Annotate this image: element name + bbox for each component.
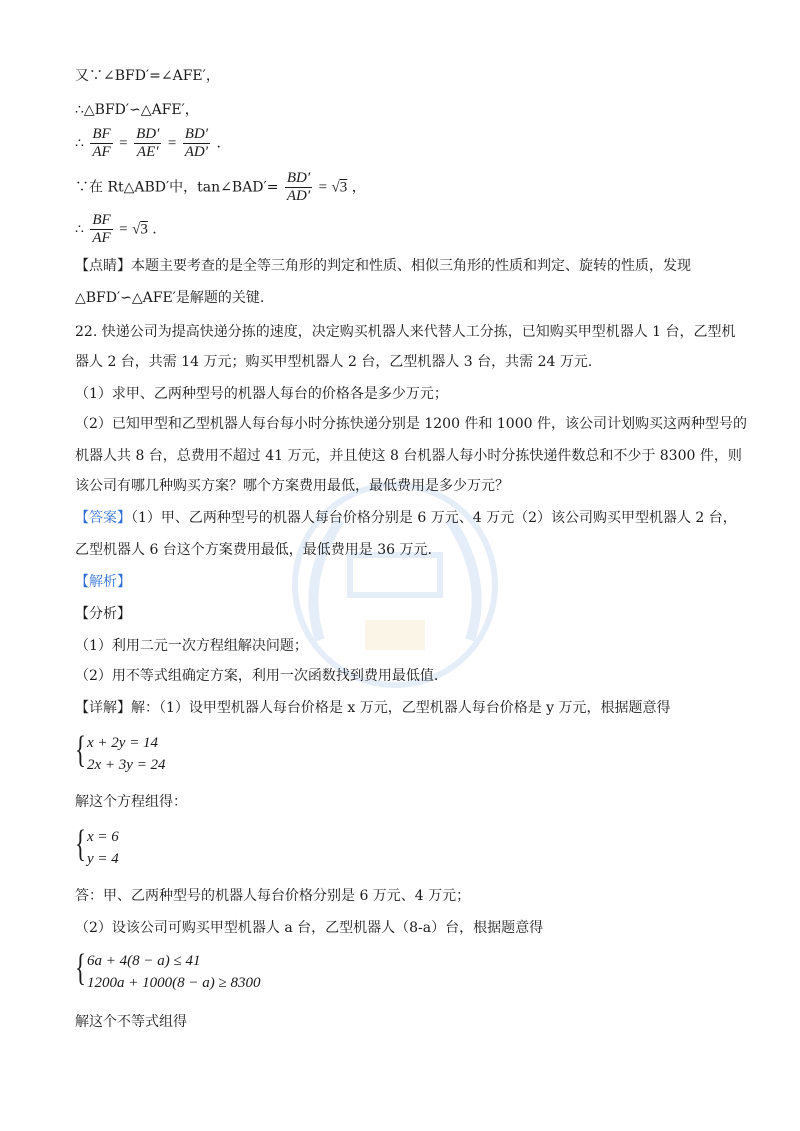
- answer-tag: 【答案】: [75, 510, 131, 526]
- equals-sign: =: [119, 135, 128, 152]
- analysis-heading: 【解析】: [75, 574, 131, 590]
- fraction-bf-af: $\frac{BF}{AF}$: [92, 126, 111, 160]
- therefore-sign: ∴: [75, 135, 84, 152]
- question-line-2: 器人 2 台，共需 14 万元；购买甲型机器人 2 台，乙型机器人 3 台，共需 24 万元.: [75, 354, 593, 370]
- line-3-ratio: ∴ $\frac{BF}{AF}$ = $\frac{BD'}{AE'}$ = $\frac{BD'}{AD'}$ .: [75, 126, 221, 160]
- part-2-setup: （2）设该公司可购买甲型机器人 a 台，乙型机器人（8-a）台，根据题意得: [75, 920, 544, 936]
- equals-sign: =: [167, 135, 177, 152]
- solve-line-2: 解这个不等式组得: [75, 1014, 187, 1030]
- detail-line: 【详解】解：（1）设甲型机器人每台价格是 x 万元，乙型机器人每台价格是 y 万元，根据题意得: [75, 700, 671, 716]
- left-brace-icon: {: [75, 823, 86, 865]
- fraction-bd-ad: $\frac{BD'}{AD'}$: [184, 126, 209, 160]
- inequality-row: 6a + 4(8 − a) ≤ 41: [87, 953, 201, 969]
- line-2: ∴△BFD′∽△AFE′，: [75, 102, 199, 118]
- left-brace-icon: {: [75, 729, 86, 771]
- comment-line-2: △BFD′∽△AFE′是解题的关键.: [75, 290, 265, 306]
- analysis-line-2: （2）用不等式组确定方案，利用一次函数找到费用最低值.: [75, 668, 439, 684]
- inequality-row: 1200a + 1000(8 − a) ≥ 8300: [87, 975, 261, 991]
- answer-statement: 答：甲、乙两种型号的机器人每台价格分别是 6 万元、4 万元；: [75, 888, 471, 904]
- equation-row: x = 6: [87, 829, 119, 845]
- analysis-sub-heading: 【分析】: [75, 606, 131, 622]
- answer-line-2: 乙型机器人 6 台这个方案费用最低，最低费用是 36 万元.: [75, 542, 432, 558]
- line-4-tan: ∵在 Rt△ABD′中，tan∠BAD′= $\frac{BD'}{AD'}$ = √3 ，: [75, 170, 366, 204]
- solve-line-1: 解这个方程组得：: [75, 794, 187, 810]
- left-brace-icon: {: [75, 947, 86, 989]
- question-line-4: （2）已知甲型和乙型机器人每台每小时分拣快递分别是 1200 件和 1000 件，该公司计划购买这两种型号的: [75, 416, 747, 432]
- fraction-bd-ad: $\frac{BD'}{AD'}$: [286, 170, 311, 204]
- equation-row: 2x + 3y = 24: [87, 757, 166, 773]
- sqrt-icon: √: [331, 179, 340, 196]
- fraction-bd-ae: $\frac{BD'}{AE'}$: [136, 126, 160, 160]
- question-line-3: （1）求甲、乙两种型号的机器人每台的价格各是多少万元；: [75, 386, 448, 402]
- question-line-6: 该公司有哪几种购买方案？哪个方案费用最低，最低费用是多少万元？: [75, 478, 509, 494]
- question-line-1: 22. 快递公司为提高快递分拣的速度，决定购买机器人来代替人工分拣，已知购买甲型机器人 1 台，乙型机: [75, 324, 736, 340]
- fraction-bf-af: $\frac{BF}{AF}$: [92, 212, 111, 246]
- sqrt-icon: √: [132, 221, 141, 238]
- equation-row: x + 2y = 14: [87, 735, 159, 751]
- line-5-result: ∴ $\frac{BF}{AF}$ = √3 .: [75, 212, 157, 246]
- equation-row: y = 4: [87, 851, 119, 867]
- comment-line-1: 【点睛】本题主要考查的是全等三角形的判定和性质、相似三角形的性质和判定、旋转的性质，发现: [75, 258, 691, 274]
- answer-line-1: 【答案】（1）甲、乙两种型号的机器人每台价格分别是 6 万元、4 万元（2）该公司购买甲型机器人 2 台，: [75, 510, 737, 526]
- question-line-5: 机器人共 8 台，总费用不超过 41 万元，并且使这 8 台机器人每小时分拣快递件数总和不少于 8300 件，则: [75, 448, 742, 464]
- analysis-line-1: （1）利用二元一次方程组解决问题；: [75, 638, 308, 654]
- line-1: 又∵∠BFD′=∠AFE′，: [75, 68, 220, 84]
